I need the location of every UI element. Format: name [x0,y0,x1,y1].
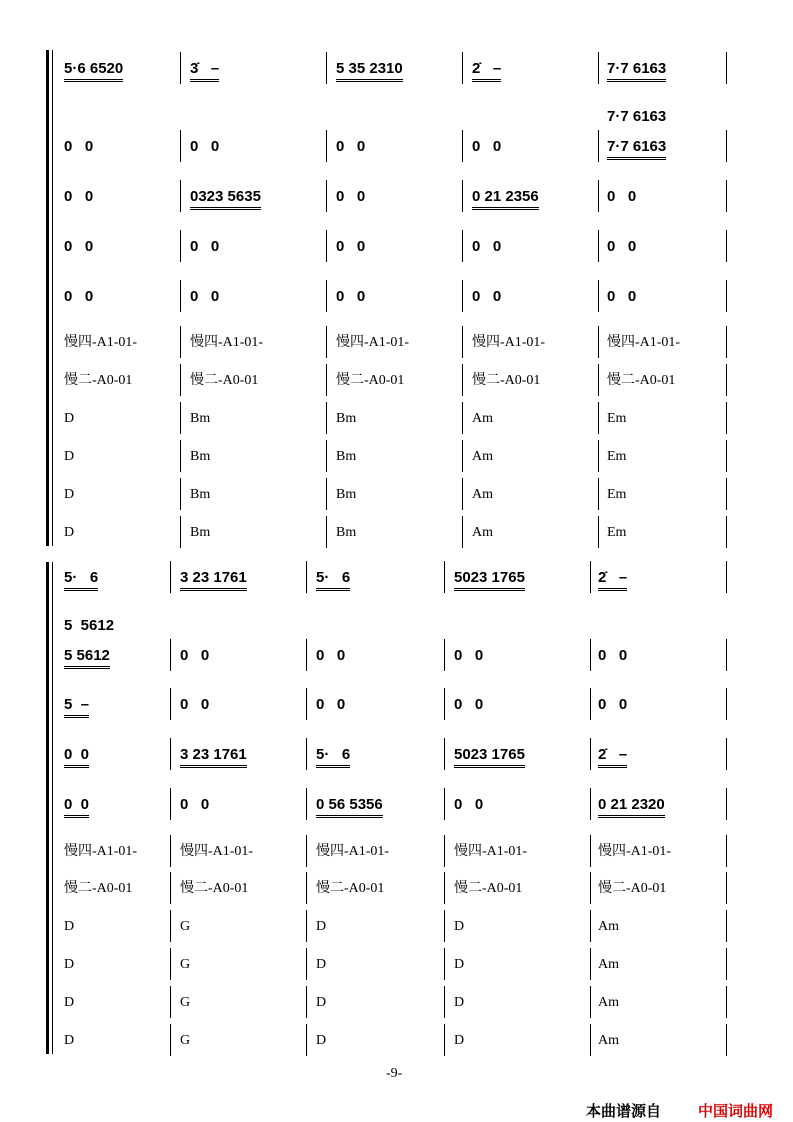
notation-cell: 7·7 6163 [607,138,666,160]
barline [598,478,599,510]
notation-cell: 0 56 5356 [316,796,383,818]
barline [598,180,599,212]
notation-cell: 0 0 [454,796,484,813]
barline [590,639,591,671]
chord-symbol: G [180,995,191,1010]
barline [590,561,591,593]
notation-cell: 3 23 1761 [180,746,247,768]
notation-cell: 5· 6 [316,569,350,591]
barline [444,561,445,593]
barline [306,986,307,1018]
notation-cell: 2̇ – [472,60,501,82]
rhythm-label: 慢二-A0-01 [607,373,676,388]
barline [326,280,327,312]
barline [590,872,591,904]
rhythm-label: 慢二-A0-01 [316,881,385,896]
barline [444,872,445,904]
rhythm-label: 慢四-A1-01- [64,844,138,859]
barline [726,516,727,548]
rhythm-label: 慢四-A1-01- [607,335,681,350]
chord-symbol: Bm [336,525,357,540]
notation-cell: 5 – [64,696,89,718]
notation-cell: 5023 1765 [454,746,525,768]
chord-symbol: Bm [336,411,357,426]
barline [726,326,727,358]
notation-cell: 0323 5635 [190,188,261,210]
notation-cell: 2̇ – [598,746,627,768]
chord-symbol: Am [598,1033,619,1048]
barline [726,440,727,472]
barline [726,738,727,770]
barline [306,561,307,593]
notation-cell: 0 0 [336,288,366,305]
barline [170,986,171,1018]
barline [726,788,727,820]
notation-cell: 0 0 [190,238,220,255]
system-brace [44,50,56,546]
barline [180,280,181,312]
rhythm-label: 慢四-A1-01- [180,844,254,859]
rhythm-label: 慢二-A0-01 [190,373,259,388]
notation-cell: 5 35 2310 [336,60,403,82]
notation-cell: 0 0 [607,288,637,305]
barline [180,478,181,510]
barline [444,948,445,980]
chord-symbol: D [454,995,465,1010]
barline [598,440,599,472]
notation-cell: 3 23 1761 [180,569,247,591]
barline [462,516,463,548]
barline [180,326,181,358]
barline [306,872,307,904]
notation-cell: 0 0 [336,138,366,155]
notation-cell: 5023 1765 [454,569,525,591]
notation-cell: 0 0 [180,796,210,813]
notation-cell: 0 0 [454,696,484,713]
notation-cell: 0 0 [316,647,346,664]
barline [598,364,599,396]
notation-cell: 0 0 [607,188,637,205]
barline [444,835,445,867]
system-brace [44,562,56,1054]
barline [590,738,591,770]
barline [444,738,445,770]
notation-cell: 0 0 [336,188,366,205]
barline [180,52,181,84]
barline [726,180,727,212]
barline [444,639,445,671]
barline [726,52,727,84]
notation-cell: 0 0 [336,238,366,255]
rhythm-label: 慢二-A0-01 [180,881,249,896]
rhythm-label: 慢四-A1-01- [454,844,528,859]
barline [180,440,181,472]
notation-cell: 0 0 [472,238,502,255]
notation-cell: 0 0 [180,647,210,664]
barline [444,688,445,720]
notation-cell: 0 0 [598,647,628,664]
chord-symbol: Bm [190,525,211,540]
barline [444,1024,445,1056]
barline [726,948,727,980]
barline [326,180,327,212]
chord-symbol: D [64,919,75,934]
chord-symbol: Em [607,525,627,540]
notation-cell: 0 0 [64,796,89,818]
barline [462,52,463,84]
barline [326,516,327,548]
site-name: 中国词曲网 [698,1103,774,1120]
notation-cell: 5·6 6520 [64,60,123,82]
notation-cell: 0 0 [64,138,94,155]
notation-cell: 0 0 [64,188,94,205]
chord-symbol: D [454,957,465,972]
rhythm-label: 慢二-A0-01 [336,373,405,388]
barline [170,872,171,904]
chord-symbol: Em [607,487,627,502]
page-number: -9- [386,1066,403,1081]
notation-cell: 5· 6 [64,569,98,591]
chord-symbol: Am [598,957,619,972]
barline [726,1024,727,1056]
barline [170,948,171,980]
barline [326,52,327,84]
chord-symbol: Am [472,411,493,426]
barline [444,986,445,1018]
rhythm-label: 慢四-A1-01- [472,335,546,350]
barline [726,910,727,942]
barline [306,639,307,671]
notation-cell: 0 0 [64,238,94,255]
chord-symbol: Bm [336,487,357,502]
chord-symbol: D [316,957,327,972]
barline [180,180,181,212]
notation-cell: 0 21 2356 [472,188,539,210]
notation-cell: 0 0 [472,138,502,155]
notation-cell: 0 0 [598,696,628,713]
chord-symbol: D [64,1033,75,1048]
barline [306,948,307,980]
rhythm-label: 慢四-A1-01- [316,844,390,859]
barline [462,326,463,358]
barline [326,130,327,162]
barline [180,402,181,434]
notation-extra: 7·7 6163 [607,108,667,125]
rhythm-label: 慢四-A1-01- [336,335,410,350]
barline [306,738,307,770]
barline [598,280,599,312]
chord-symbol: Am [472,449,493,464]
barline [326,364,327,396]
notation-cell: 3̇ – [190,60,219,82]
notation-cell: 0 0 [64,288,94,305]
barline [180,364,181,396]
barline [590,1024,591,1056]
chord-symbol: Am [598,995,619,1010]
chord-symbol: Bm [336,449,357,464]
rhythm-label: 慢四-A1-01- [64,335,138,350]
barline [170,835,171,867]
notation-cell: 0 0 [190,288,220,305]
chord-symbol: Am [598,919,619,934]
chord-symbol: Bm [190,449,211,464]
rhythm-label: 慢二-A0-01 [472,373,541,388]
barline [598,230,599,262]
notation-cell: 0 0 [454,647,484,664]
barline [598,326,599,358]
chord-symbol: D [64,957,75,972]
barline [598,130,599,162]
barline [326,230,327,262]
rhythm-label: 慢二-A0-01 [454,881,523,896]
barline [306,835,307,867]
barline [444,788,445,820]
barline [306,1024,307,1056]
chord-symbol: D [316,919,327,934]
rhythm-label: 慢四-A1-01- [598,844,672,859]
barline [326,402,327,434]
barline [726,402,727,434]
barline [462,402,463,434]
barline [726,364,727,396]
barline [598,52,599,84]
chord-symbol: D [316,995,327,1010]
barline [726,230,727,262]
chord-symbol: Em [607,411,627,426]
notation-cell: 0 0 [316,696,346,713]
barline [180,130,181,162]
chord-symbol: Am [472,525,493,540]
barline [726,872,727,904]
notation-cell: 0 0 [472,288,502,305]
notation-cell: 5 5612 [64,647,110,669]
barline [590,788,591,820]
barline [170,738,171,770]
notation-cell: 0 0 [180,696,210,713]
barline [598,516,599,548]
barline [170,639,171,671]
barline [462,440,463,472]
barline [180,230,181,262]
barline [726,986,727,1018]
barline [590,910,591,942]
barline [462,364,463,396]
barline [462,230,463,262]
barline [462,180,463,212]
barline [590,835,591,867]
barline [306,688,307,720]
barline [726,835,727,867]
barline [306,788,307,820]
chord-symbol: G [180,919,191,934]
notation-cell: 0 0 [64,746,89,768]
notation-cell: 7·7 6163 [607,60,666,82]
barline [726,478,727,510]
notation-cell: 0 0 [190,138,220,155]
notation-cell: 0 21 2320 [598,796,665,818]
barline [170,688,171,720]
barline [170,1024,171,1056]
chord-symbol: Am [472,487,493,502]
notation-cell: 5· 6 [316,746,350,768]
chord-symbol: G [180,957,191,972]
barline [306,910,307,942]
barline [444,910,445,942]
barline [462,280,463,312]
chord-symbol: D [64,995,75,1010]
rhythm-label: 慢四-A1-01- [190,335,264,350]
chord-symbol: D [454,1033,465,1048]
chord-symbol: G [180,1033,191,1048]
source-label: 本曲谱源自 [586,1103,662,1120]
chord-symbol: Bm [190,411,211,426]
barline [726,130,727,162]
barline [590,948,591,980]
chord-symbol: D [316,1033,327,1048]
chord-symbol: D [454,919,465,934]
chord-symbol: D [64,525,75,540]
barline [326,478,327,510]
notation-extra: 5 5612 [64,617,115,634]
barline [170,561,171,593]
barline [590,986,591,1018]
barline [726,688,727,720]
barline [726,639,727,671]
barline [462,478,463,510]
rhythm-label: 慢二-A0-01 [598,881,667,896]
notation-cell: 0 0 [607,238,637,255]
chord-symbol: Em [607,449,627,464]
barline [170,788,171,820]
chord-symbol: Bm [190,487,211,502]
barline [180,516,181,548]
barline [170,910,171,942]
barline [326,326,327,358]
barline [726,280,727,312]
barline [726,561,727,593]
rhythm-label: 慢二-A0-01 [64,373,133,388]
barline [462,130,463,162]
barline [598,402,599,434]
barline [326,440,327,472]
notation-cell: 2̇ – [598,569,627,591]
chord-symbol: D [64,449,75,464]
barline [590,688,591,720]
rhythm-label: 慢二-A0-01 [64,881,133,896]
chord-symbol: D [64,411,75,426]
chord-symbol: D [64,487,75,502]
